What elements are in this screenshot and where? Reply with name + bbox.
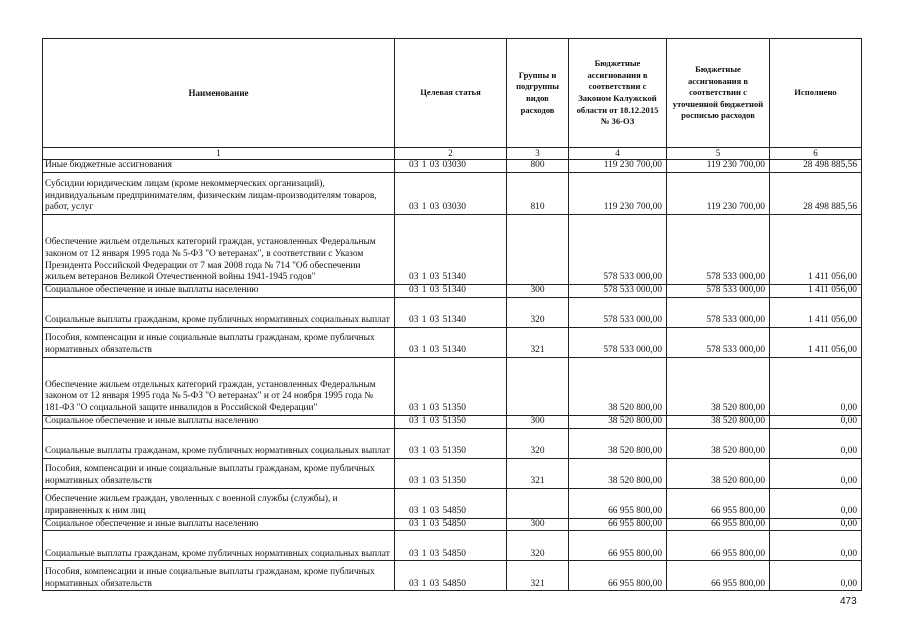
row-budget-law: 38 520 800,00: [569, 415, 667, 428]
row-executed: 0,00: [770, 518, 862, 531]
row-budget-refined: 578 533 000,00: [667, 215, 770, 285]
table-header-row: [43, 39, 862, 148]
row-expense-group: [507, 357, 569, 415]
row-target-article: 03 1 03 51350: [395, 357, 507, 415]
table-row: [43, 531, 862, 561]
page-number: 473: [840, 596, 857, 607]
table-row: [43, 285, 862, 298]
row-budget-refined: 38 520 800,00: [667, 415, 770, 428]
row-budget-law: 66 955 800,00: [569, 488, 667, 518]
row-expense-group: 810: [507, 173, 569, 215]
row-name: Пособия, компенсации и иные социальные выплаты гражданам, кроме публичных нормативных обязательств: [43, 458, 395, 488]
row-target-article: 03 1 03 54850: [395, 561, 507, 591]
row-budget-law: 38 520 800,00: [569, 357, 667, 415]
column-number: 3: [507, 148, 569, 160]
row-name: Социальное обеспечение и иные выплаты населению: [43, 285, 395, 298]
row-target-article: 03 1 03 03030: [395, 160, 507, 173]
row-expense-group: 320: [507, 428, 569, 458]
table-row: [43, 518, 862, 531]
row-target-article: 03 1 03 51350: [395, 428, 507, 458]
row-budget-law: 66 955 800,00: [569, 531, 667, 561]
table-row: [43, 415, 862, 428]
row-target-article: 03 1 03 54850: [395, 531, 507, 561]
row-target-article: 03 1 03 51350: [395, 415, 507, 428]
row-expense-group: 321: [507, 458, 569, 488]
row-budget-refined: 38 520 800,00: [667, 357, 770, 415]
row-name: Обеспечение жильем граждан, уволенных с военной службы (службы), и приравненных к ним лиц: [43, 488, 395, 518]
row-executed: 1 411 056,00: [770, 297, 862, 327]
row-executed: 0,00: [770, 458, 862, 488]
budget-execution-table: [42, 38, 862, 591]
row-target-article: 03 1 03 54850: [395, 518, 507, 531]
row-name: Субсидии юридическим лицам (кроме некоммерческих организаций), индивидуальным предпринимателям, физическим лицам-производителям товаров, работ, услуг: [43, 173, 395, 215]
table-row: [43, 561, 862, 591]
header-target-article: Целевая статья: [395, 39, 507, 148]
header-expense-groups: Группы и подгруппы видов расходов: [507, 39, 569, 148]
row-executed: 0,00: [770, 561, 862, 591]
row-executed: 1 411 056,00: [770, 327, 862, 357]
table-row: [43, 173, 862, 215]
column-number: 2: [395, 148, 507, 160]
row-name: Социальное обеспечение и иные выплаты населению: [43, 518, 395, 531]
row-budget-refined: 578 533 000,00: [667, 327, 770, 357]
table-row: [43, 297, 862, 327]
row-budget-law: 578 533 000,00: [569, 215, 667, 285]
column-number: 1: [43, 148, 395, 160]
row-expense-group: [507, 215, 569, 285]
header-budget-law: Бюджетные ассигнования в соответствии с Законом Калужской области от 18.12.2015 № 36-ОЗ: [569, 39, 667, 148]
row-budget-refined: 578 533 000,00: [667, 285, 770, 298]
row-name: Обеспечение жильем отдельных категорий граждан, установленных Федеральным законом от 12 января 1995 года № 5-ФЗ "О ветеранах" и от 24 ноября 1995 года № 181-ФЗ "О социальной защите инвалидов в Российской Федерации": [43, 357, 395, 415]
row-budget-refined: 66 955 800,00: [667, 488, 770, 518]
row-expense-group: 320: [507, 531, 569, 561]
column-number: 4: [569, 148, 667, 160]
table-row: [43, 160, 862, 173]
table-row: [43, 357, 862, 415]
table-row: [43, 327, 862, 357]
row-budget-refined: 578 533 000,00: [667, 297, 770, 327]
row-budget-refined: 38 520 800,00: [667, 458, 770, 488]
row-expense-group: 321: [507, 561, 569, 591]
row-target-article: 03 1 03 51340: [395, 297, 507, 327]
row-budget-refined: 119 230 700,00: [667, 173, 770, 215]
header-name: Наименование: [43, 39, 395, 148]
row-name: Социальные выплаты гражданам, кроме публичных нормативных социальных выплат: [43, 531, 395, 561]
row-budget-law: 119 230 700,00: [569, 173, 667, 215]
table-row: [43, 215, 862, 285]
table-row: [43, 458, 862, 488]
row-name: Пособия, компенсации и иные социальные выплаты гражданам, кроме публичных нормативных обязательств: [43, 561, 395, 591]
row-expense-group: 300: [507, 518, 569, 531]
row-name: Иные бюджетные ассигнования: [43, 160, 395, 173]
row-executed: 0,00: [770, 415, 862, 428]
row-executed: 0,00: [770, 428, 862, 458]
row-name: Социальное обеспечение и иные выплаты населению: [43, 415, 395, 428]
row-budget-refined: 66 955 800,00: [667, 531, 770, 561]
row-executed: 28 498 885,56: [770, 160, 862, 173]
table-row: [43, 488, 862, 518]
row-name: Пособия, компенсации и иные социальные выплаты гражданам, кроме публичных нормативных обязательств: [43, 327, 395, 357]
table-body: [43, 160, 862, 591]
row-budget-law: 38 520 800,00: [569, 428, 667, 458]
row-target-article: 03 1 03 03030: [395, 173, 507, 215]
row-target-article: 03 1 03 51340: [395, 327, 507, 357]
row-name: Социальные выплаты гражданам, кроме публичных нормативных социальных выплат: [43, 297, 395, 327]
row-target-article: 03 1 03 54850: [395, 488, 507, 518]
row-executed: 1 411 056,00: [770, 215, 862, 285]
row-name: Социальные выплаты гражданам, кроме публичных нормативных социальных выплат: [43, 428, 395, 458]
row-budget-refined: 38 520 800,00: [667, 428, 770, 458]
row-budget-law: 66 955 800,00: [569, 561, 667, 591]
row-target-article: 03 1 03 51350: [395, 458, 507, 488]
row-name: Обеспечение жильем отдельных категорий граждан, установленных Федеральным законом от 12 января 1995 года № 5-ФЗ "О ветеранах", в соответствии с Указом Президента Российской Федерации от 7 мая 2008 года № 714 "Об обеспечении жильем ветеранов Великой Отечественной войны 1941-1945 годов": [43, 215, 395, 285]
row-expense-group: [507, 488, 569, 518]
budget-table-sheet: [42, 38, 862, 591]
row-expense-group: 320: [507, 297, 569, 327]
row-executed: 0,00: [770, 488, 862, 518]
row-executed: 1 411 056,00: [770, 285, 862, 298]
row-expense-group: 800: [507, 160, 569, 173]
column-number: 5: [667, 148, 770, 160]
header-executed: Исполнено: [770, 39, 862, 148]
row-target-article: 03 1 03 51340: [395, 285, 507, 298]
column-number: 6: [770, 148, 862, 160]
row-executed: 0,00: [770, 357, 862, 415]
row-expense-group: 321: [507, 327, 569, 357]
row-executed: 28 498 885,56: [770, 173, 862, 215]
row-expense-group: 300: [507, 285, 569, 298]
table-row: [43, 428, 862, 458]
header-budget-refined: Бюджетные ассигнования в соответствии с уточненной бюджетной росписью расходов: [667, 39, 770, 148]
row-budget-refined: 66 955 800,00: [667, 561, 770, 591]
row-budget-law: 66 955 800,00: [569, 518, 667, 531]
row-target-article: 03 1 03 51340: [395, 215, 507, 285]
row-budget-refined: 66 955 800,00: [667, 518, 770, 531]
row-budget-law: 578 533 000,00: [569, 285, 667, 298]
row-budget-refined: 119 230 700,00: [667, 160, 770, 173]
row-budget-law: 38 520 800,00: [569, 458, 667, 488]
row-budget-law: 578 533 000,00: [569, 297, 667, 327]
row-budget-law: 119 230 700,00: [569, 160, 667, 173]
column-number-row: [43, 148, 862, 160]
row-expense-group: 300: [507, 415, 569, 428]
row-budget-law: 578 533 000,00: [569, 327, 667, 357]
row-executed: 0,00: [770, 531, 862, 561]
